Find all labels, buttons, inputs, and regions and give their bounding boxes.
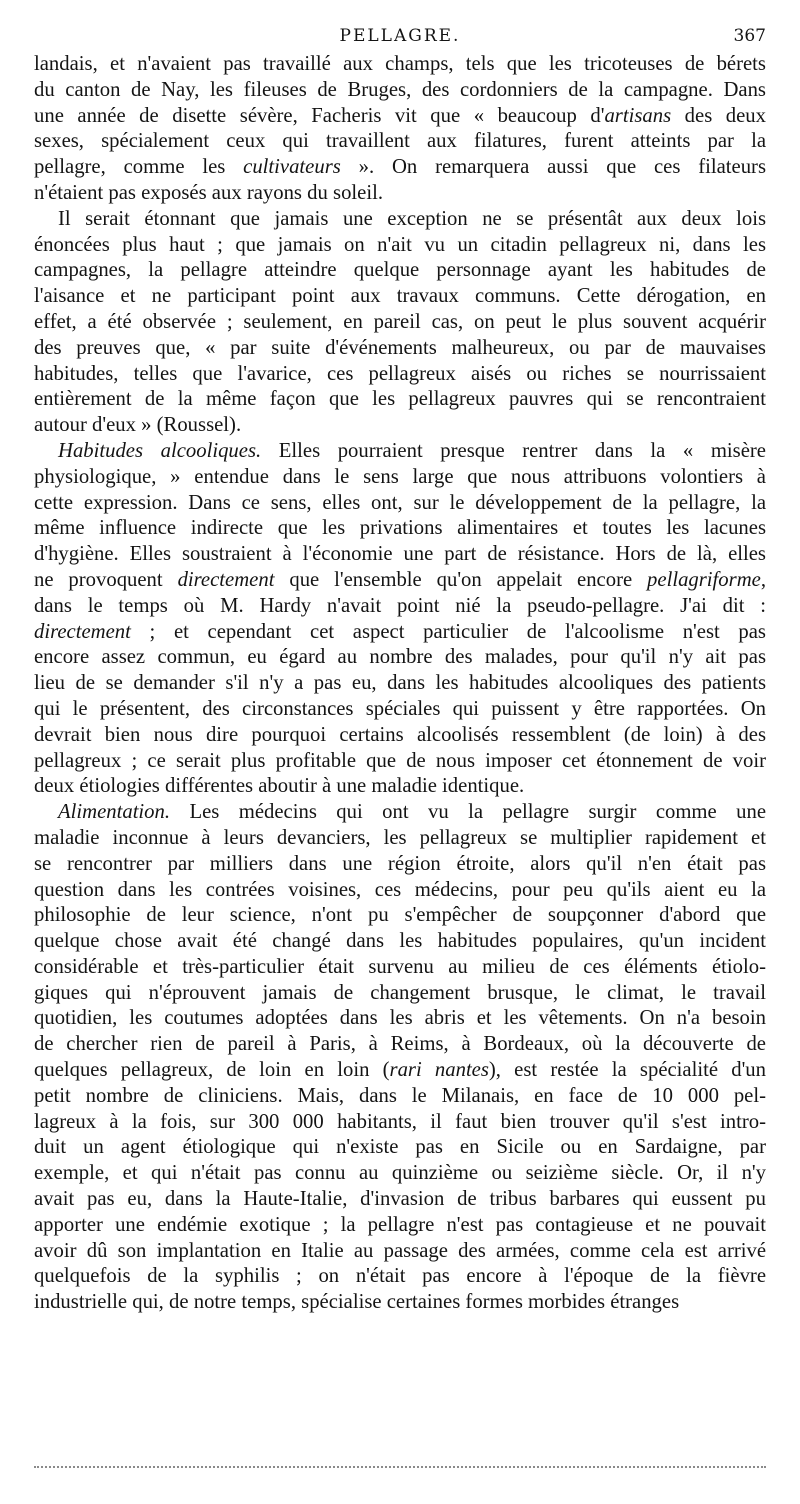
italic-phrase: rari nantes [389, 1059, 489, 1082]
running-head [34, 26, 766, 52]
text-line: petit nombre de cliniciens. Mais, dans le Milanais, en face de 10 000 pel- [34, 1084, 766, 1107]
text-line: maladie inconnue à leurs devanciers, les pellagreux se multiplier rapidement et [34, 826, 766, 849]
text-line: même influence indirecte que les privations alimentaires et toutes les lacunes [34, 517, 766, 540]
text-line: ne provoquent directement que l'ensemble qu'on appelait encore pellagriforme, [34, 568, 766, 591]
paragraph [34, 52, 766, 207]
text-line: campagnes, la pellagre atteindre quelque personnage ayant les habitudes de [34, 259, 766, 282]
text-line: avait pas eu, dans la Haute-Italie, d'invasion de tribus barbares qui eussent pu [34, 1188, 766, 1211]
text-line: pellagre, comme les cultivateurs ». On remarquera aussi que ces filateurs [34, 156, 766, 179]
text-line: avoir dû son implantation en Italie au passage des armées, comme cela est arrivé [34, 1239, 766, 1262]
text-line: de chercher rien de pareil à Paris, à Reims, à Bordeaux, où la découverte de [34, 1033, 766, 1056]
text-line: landais, et n'avaient pas travaillé aux champs, tels que les tricoteuses de bérets [34, 53, 766, 75]
text-line: Alimentation. Les médecins qui ont vu la pellagre surgir comme une [58, 801, 766, 824]
text-line: cette expression. Dans ce sens, elles ont, sur le développement de la pellagre, la [34, 491, 766, 514]
book-page [34, 26, 766, 1316]
text-line: giques qui n'éprouvent jamais de changement brusque, le climat, le travail [34, 981, 766, 1004]
italic-phrase: directement [34, 620, 131, 643]
paragraph [34, 439, 766, 800]
text-line: quotidien, les coutumes adoptées dans les abris et les vêtements. On n'a besoin [34, 1007, 766, 1030]
text-line: philosophie de leur science, n'ont pu s'empêcher de soupçonner d'abord que [34, 904, 766, 927]
text-line: d'hygiène. Elles soustraient à l'économie une part de résistance. Hors de là, elles [34, 543, 766, 566]
text-line: question dans les contrées voisines, ces médecins, pour peu qu'ils aient eu la [34, 878, 766, 901]
text-line: énoncées plus haut ; que jamais on n'ait vu un citadin pellagreux ni, dans les [34, 233, 766, 256]
text-line: quelquefois de la syphilis ; on n'était pas encore à l'époque de la fièvre [34, 1265, 766, 1288]
paragraph [34, 207, 766, 439]
text-line: sexes, spécialement ceux qui travaillent aux filatures, furent atteints par la [34, 130, 766, 153]
text-line: quelques pellagreux, de loin en loin (rari nantes), est restée la spécialité d'un [34, 1059, 766, 1082]
text-line: lieu de se demander s'il n'y a pas eu, dans les habitudes alcooliques des patients [34, 672, 766, 695]
text-line: Habitudes alcooliques. Elles pourraient presque rentrer dans la « misère [58, 439, 766, 462]
running-title: PELLAGRE. [339, 26, 461, 46]
paragraph [34, 800, 766, 1316]
text-line: pellagreux ; ce serait plus profitable que de nous imposer cet étonnement de voir [34, 749, 766, 772]
text-line: exemple, et qui n'était pas connu au quinzième ou seizième siècle. Or, il n'y [34, 1162, 766, 1185]
text-line: qui le présentent, des circonstances spéciales qui puissent y être rapportées. On [34, 697, 766, 720]
text-line: apporter une endémie exotique ; la pellagre n'est pas contagieuse et ne pouvait [34, 1213, 766, 1236]
body-text [34, 52, 766, 1316]
text-line: directement ; et cependant cet aspect particulier de l'alcoolisme n'est pas [34, 620, 766, 643]
text-line: une année de disette sévère, Facheris vit que « beaucoup d'artisans des deux [34, 104, 766, 127]
text-line: l'aisance et ne participant point aux travaux communs. Cette dérogation, en [34, 285, 766, 308]
italic-phrase: pellagriforme [647, 568, 761, 591]
italic-phrase: Habitudes alcooliques. [58, 439, 262, 462]
text-line: entièrement de la même façon que les pellagreux pauvres qui se rencontraient [34, 388, 766, 411]
text-line: Il serait étonnant que jamais une exception ne se présentât aux deux lois [58, 207, 766, 230]
text-line: lagreux à la fois, sur 300 000 habitants, il faut bien trouver qu'il s'est intro- [34, 1110, 766, 1133]
page-number: 367 [733, 26, 766, 46]
italic-phrase: artisans [604, 104, 672, 127]
text-line: habitudes, telles que l'avarice, ces pellagreux aisés ou riches se nourrissaient [34, 362, 766, 385]
italic-phrase: directement [177, 568, 275, 591]
text-line: quelque chose avait été changé dans les habitudes populaires, qu'un incident [34, 930, 766, 953]
text-line: n'étaient pas exposés aux rayons du soleil. [34, 181, 384, 204]
text-line: deux étiologies différentes aboutir à une maladie identique. [34, 775, 525, 798]
text-line: des preuves que, « par suite d'événements malheureux, ou par de mauvaises [34, 336, 766, 359]
text-line: duit un agent étiologique qui n'existe pas en Sicile ou en Sardaigne, par [34, 1136, 766, 1159]
text-line: industrielle qui, de notre temps, spécialise certaines formes morbides étranges [34, 1291, 680, 1314]
text-line: devrait bien nous dire pourquoi certains alcoolisés ressemblent (de loin) à des [34, 723, 766, 746]
text-line: physiologique, » entendue dans le sens large que nous attribuons volontiers à [34, 465, 766, 488]
text-line: encore assez commun, eu égard au nombre des malades, pour qu'il n'y ait pas [34, 646, 766, 669]
text-line: considérable et très-particulier était survenu au milieu de ces éléments étiolo- [34, 955, 766, 978]
text-line: autour d'eux » (Roussel). [34, 414, 242, 437]
text-line: du canton de Nay, les fileuses de Bruges, des cordonniers de la campagne. Dans [34, 78, 766, 101]
text-line: effet, a été observée ; seulement, en pareil cas, on peut le plus souvent acquérir [34, 310, 766, 333]
italic-phrase: cultivateurs [243, 156, 341, 179]
text-line: dans le temps où M. Hardy n'avait point nié la pseudo-pellagre. J'ai dit : [34, 594, 766, 617]
italic-phrase: Alimentation. [58, 801, 171, 824]
text-line: se rencontrer par milliers dans une région étroite, alors qu'il n'en était pas [34, 852, 766, 875]
footer-rule [34, 1466, 766, 1468]
